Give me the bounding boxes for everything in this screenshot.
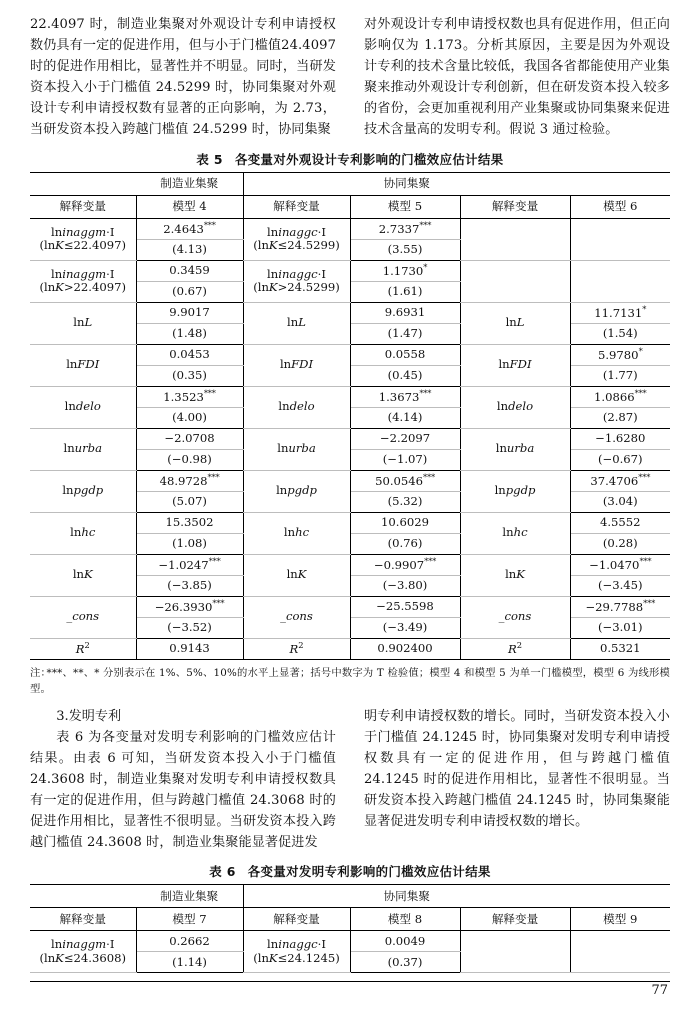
table5 bbox=[30, 172, 670, 660]
table5-r1-var2-line1: lninaggc·I bbox=[267, 224, 326, 239]
table5-th-model5: 模型 5 bbox=[350, 195, 460, 218]
table5-r10-m5-coef: −25.5598 bbox=[350, 596, 460, 617]
table5-r2-m5-t: (1.61) bbox=[350, 281, 460, 302]
table5-r2-m4: 0.9143 bbox=[136, 638, 243, 659]
table5-r2-var1-line2: (lnK>22.4097) bbox=[39, 280, 127, 295]
table5-r9-m6-t: (−3.45) bbox=[570, 575, 670, 596]
table5-r4-m4-coef: 0.0453 bbox=[136, 344, 243, 365]
table5-r4-m6-t: (1.77) bbox=[570, 365, 670, 386]
table5-r2-var2-line2: (lnK>24.5299) bbox=[253, 280, 340, 295]
table5-r8-m5-t: (0.76) bbox=[350, 533, 460, 554]
table6-caption-title: 各变量对发明专利影响的门槛效应估计结果 bbox=[247, 864, 491, 880]
table5-r1-m4-coef: 2.4643*** bbox=[136, 218, 243, 239]
table5-r3-m4-t: (1.48) bbox=[136, 323, 243, 344]
table5-r6-m6-t: (−0.67) bbox=[570, 449, 670, 470]
table5-r3-m4-coef: 9.9017 bbox=[136, 302, 243, 323]
table5-r9-m4-coef: −1.0247*** bbox=[136, 554, 243, 575]
table5-r3-m6-coef: 11.7131* bbox=[570, 302, 670, 323]
table6-group-coagg-a: 协同集聚 bbox=[243, 885, 570, 908]
table5-r8-m6-coef: 4.5552 bbox=[570, 512, 670, 533]
table6-r1-m8-t: (0.37) bbox=[350, 952, 460, 973]
table5-r8-m4-coef: 15.3502 bbox=[136, 512, 243, 533]
table5-r1-m6 bbox=[570, 218, 670, 260]
table5-r7-m6-t: (3.04) bbox=[570, 491, 670, 512]
table5-group-mfg-label: 制造业集聚 bbox=[136, 172, 243, 195]
table5-caption bbox=[30, 150, 670, 168]
table5-r7-var2: lnpgdp bbox=[243, 470, 350, 512]
table5-r9-var1: lnK bbox=[30, 554, 136, 596]
table6-r1-m9 bbox=[570, 931, 670, 973]
table6 bbox=[30, 884, 670, 973]
table-row bbox=[30, 386, 670, 407]
table5-r2-m4-t: (0.67) bbox=[136, 281, 243, 302]
table5-r3-var2: lnL bbox=[243, 302, 350, 344]
table5-r4-var2: lnFDI bbox=[243, 344, 350, 386]
table5-th-model4: 模型 4 bbox=[136, 195, 243, 218]
table5-note-text: ***、**、* 分别表示在 1%、5%、10%的水平上显著；括号中数字为 T 检验值；模型 4 和模型 5 为单一门槛模型，模型 6 为线形模型。 bbox=[30, 666, 670, 695]
table5-caption-title: 各变量对外观设计专利影响的门槛效应估计结果 bbox=[234, 151, 504, 167]
top-paragraph-left: 22.4097 时，制造业集聚对外观设计专利申请授权数仍具有一定的促进作用，但与小于门槛值24.4097 时的促进作用相比，显著性并不明显。同时，当研发资本投入小于门槛值 24.5299 时，协同集聚对外观设计专利申请授权数有显著的正向影响，为 2.73，当研发资本投入跨越门槛值 24.5299 时，协同集聚 bbox=[30, 17, 336, 138]
table5-r3-m6-t: (1.54) bbox=[570, 323, 670, 344]
table5-r2-m6 bbox=[570, 260, 670, 302]
table5-th-var2: 解释变量 bbox=[243, 195, 350, 218]
table5-r6-m6-coef: −1.6280 bbox=[570, 428, 670, 449]
table5-r2-m4-coef: 0.3459 bbox=[136, 260, 243, 281]
table5-r5-var2: lndelo bbox=[243, 386, 350, 428]
table6-r1-var3 bbox=[460, 931, 570, 973]
table6-group-coagg-b bbox=[570, 885, 670, 908]
table6-th-var2: 解释变量 bbox=[243, 908, 350, 931]
table-row bbox=[30, 554, 670, 575]
table5-r2-label3: $R^2$ bbox=[460, 638, 570, 659]
table6-caption-label: 表 6 bbox=[209, 864, 236, 880]
table6-r1-var2-line2: (lnK≤24.1245) bbox=[253, 950, 340, 965]
table5-group-coagg-a: 协同集聚 bbox=[243, 172, 570, 195]
top-paragraph-right: 对外观设计专利申请授权数也具有促进作用，但正向影响仅为 1.173。分析其原因，主要是因为外观设计专利的技术含量比较低，我国各省都能使用产业集聚来推动外观设计专利创新，但在研发资本投入较多的省份，会更加重视利用产业集聚或协同集聚来促进技术含量高的发明专利。假说 3 通过检验。 bbox=[364, 17, 670, 138]
table5-r5-m5-t: (4.14) bbox=[350, 407, 460, 428]
table5-r1-m5-t: (3.55) bbox=[350, 239, 460, 260]
table5-r3-var3: lnL bbox=[460, 302, 570, 344]
table5-r8-var1: lnhc bbox=[30, 512, 136, 554]
table5-r2-m6: 0.5321 bbox=[570, 638, 670, 659]
table5-r2-var3 bbox=[460, 260, 570, 302]
table5-note bbox=[30, 665, 670, 697]
table5-r6-var3: lnurba bbox=[460, 428, 570, 470]
table5-r6-var2: lnurba bbox=[243, 428, 350, 470]
table5-r4-m4-t: (0.35) bbox=[136, 365, 243, 386]
table5-r2-var2-line1: lninaggc·I bbox=[267, 266, 326, 281]
table5-r2-m5-coef: 1.1730* bbox=[350, 260, 460, 281]
table5-note-lead: 注： bbox=[30, 666, 51, 679]
table5-r8-var3: lnhc bbox=[460, 512, 570, 554]
table-row bbox=[30, 428, 670, 449]
table5-th-model6: 模型 6 bbox=[570, 195, 670, 218]
table5-group-header-row bbox=[30, 172, 670, 195]
table5-r2stat-row bbox=[30, 638, 670, 659]
table5-r5-m6-t: (2.87) bbox=[570, 407, 670, 428]
table5-r7-m5-coef: 50.0546*** bbox=[350, 470, 460, 491]
table-row bbox=[30, 344, 670, 365]
table6-r1-var1-line1: lninaggm·I bbox=[51, 937, 115, 952]
table-row bbox=[30, 512, 670, 533]
table5-r1-var3 bbox=[460, 218, 570, 260]
table5-r4-m5-t: (0.45) bbox=[350, 365, 460, 386]
table5-r6-m5-coef: −2.2097 bbox=[350, 428, 460, 449]
table6-r1-m7-coef: 0.2662 bbox=[136, 931, 243, 952]
table5-r10-m6-t: (−3.01) bbox=[570, 617, 670, 638]
table5-r2-label1: $R^2$ bbox=[30, 638, 136, 659]
table5-r10-var1: _cons bbox=[30, 596, 136, 638]
table5-r1-var2 bbox=[243, 218, 350, 260]
table5-r1-m5-coef: 2.7337*** bbox=[350, 218, 460, 239]
table5-r5-m4-coef: 1.3523*** bbox=[136, 386, 243, 407]
table5-r9-m5-coef: −0.9907*** bbox=[350, 554, 460, 575]
top-text-columns bbox=[30, 14, 670, 141]
table5-r2-m5: 0.902400 bbox=[350, 638, 460, 659]
table5-r8-m6-t: (0.28) bbox=[570, 533, 670, 554]
table5-r10-m5-t: (−3.49) bbox=[350, 617, 460, 638]
table5-th-var1: 解释变量 bbox=[30, 195, 136, 218]
top-text-left-column bbox=[30, 14, 336, 141]
table5-r7-m4-coef: 48.9728*** bbox=[136, 470, 243, 491]
table5-r5-m5-coef: 1.3673*** bbox=[350, 386, 460, 407]
table6-r1-var1 bbox=[30, 931, 136, 973]
table5-r6-m4-coef: −2.0708 bbox=[136, 428, 243, 449]
page-footer bbox=[30, 981, 670, 1007]
table-row bbox=[30, 470, 670, 491]
section3-paragraph-right: 明专利申请授权数的增长。同时，当研发资本投入小于门槛值 24.1245 时，协同集聚对发明专利申请授权数具有一定的促进作用，但与跨越门槛值 24.1245 时的促进作用相比，显著性不很明显。当研发资本投入跨越门槛值 24.1245 时，协同集聚能显著促进发明专利申请授权数的增长。 bbox=[364, 708, 670, 830]
table5-caption-label: 表 5 bbox=[196, 151, 223, 167]
table5-r5-var3: lndelo bbox=[460, 386, 570, 428]
table6-group-mfg-label: 制造业集聚 bbox=[136, 885, 243, 908]
table6-caption bbox=[30, 862, 670, 880]
table5-r6-m5-t: (−1.07) bbox=[350, 449, 460, 470]
section3-left-column bbox=[30, 706, 336, 854]
table5-r9-m6-coef: −1.0470*** bbox=[570, 554, 670, 575]
table5-r10-m6-coef: −29.7788*** bbox=[570, 596, 670, 617]
table5-r1-m4-t: (4.13) bbox=[136, 239, 243, 260]
table5-r9-var2: lnK bbox=[243, 554, 350, 596]
table5-r4-m6-coef: 5.9780* bbox=[570, 344, 670, 365]
table5-r9-var3: lnK bbox=[460, 554, 570, 596]
table5-group-mfg bbox=[30, 172, 136, 195]
table5-r10-m4-coef: −26.3930*** bbox=[136, 596, 243, 617]
table6-th-model9: 模型 9 bbox=[570, 908, 670, 931]
table6-th-var3: 解释变量 bbox=[460, 908, 570, 931]
table-row bbox=[30, 931, 670, 952]
table6-r1-m7-t: (1.14) bbox=[136, 952, 243, 973]
table5-r4-var1: lnFDI bbox=[30, 344, 136, 386]
table5-r5-var1: lndelo bbox=[30, 386, 136, 428]
table5-r1-var1-line1: lninaggm·I bbox=[51, 224, 115, 239]
page-number: 77 bbox=[651, 983, 668, 998]
table5-column-header-row bbox=[30, 195, 670, 218]
table5-r8-m4-t: (1.08) bbox=[136, 533, 243, 554]
table5-r3-m5-t: (1.47) bbox=[350, 323, 460, 344]
table5-r3-var1: lnL bbox=[30, 302, 136, 344]
table5-r10-var3: _cons bbox=[460, 596, 570, 638]
table-row bbox=[30, 260, 670, 281]
table5-r5-m4-t: (4.00) bbox=[136, 407, 243, 428]
table-row bbox=[30, 218, 670, 239]
table5-r4-var3: lnFDI bbox=[460, 344, 570, 386]
table5-r2-label2: $R^2$ bbox=[243, 638, 350, 659]
table5-r2-var2 bbox=[243, 260, 350, 302]
section3-paragraph-left: 表 6 为各变量对发明专利影响的门槛效应估计结果。由表 6 可知，当研发资本投入小于门槛值 24.3608 时，制造业集聚对发明专利申请授权数具有一定的促进作用，但与跨越门槛值 24.3068 时的促进作用相比，显著性不很明显。当研发资本投入跨越门槛值 24.3608 时，制造业集聚能显著促进发 bbox=[30, 729, 336, 851]
table6-th-model8: 模型 8 bbox=[350, 908, 460, 931]
table6-r1-var2 bbox=[243, 931, 350, 973]
top-text-right-column bbox=[364, 14, 670, 141]
table5-r3-m5-coef: 9.6931 bbox=[350, 302, 460, 323]
table5-r9-m5-t: (−3.80) bbox=[350, 575, 460, 596]
section3-right-column bbox=[364, 706, 670, 854]
table6-r1-var1-line2: (lnK≤24.3608) bbox=[39, 950, 127, 965]
table5-r7-m4-t: (5.07) bbox=[136, 491, 243, 512]
table6-group-mfg bbox=[30, 885, 136, 908]
table5-r1-var1-line2: (lnK≤22.4097) bbox=[39, 238, 127, 253]
table5-r10-m4-t: (−3.52) bbox=[136, 617, 243, 638]
table6-r1-var2-line1: lninaggc·I bbox=[267, 937, 326, 952]
table5-r7-var3: lnpgdp bbox=[460, 470, 570, 512]
table5-r5-m6-coef: 1.0866*** bbox=[570, 386, 670, 407]
table5-r1-var1 bbox=[30, 218, 136, 260]
table5-r7-m5-t: (5.32) bbox=[350, 491, 460, 512]
table5-group-coagg-b bbox=[570, 172, 670, 195]
table5-r8-var2: lnhc bbox=[243, 512, 350, 554]
table6-column-header-row bbox=[30, 908, 670, 931]
table5-r7-var1: lnpgdp bbox=[30, 470, 136, 512]
section3-columns bbox=[30, 706, 670, 854]
table6-group-header-row bbox=[30, 885, 670, 908]
table5-r10-var2: _cons bbox=[243, 596, 350, 638]
table5-r9-m4-t: (−3.85) bbox=[136, 575, 243, 596]
table5-r2-var1 bbox=[30, 260, 136, 302]
table6-th-model7: 模型 7 bbox=[136, 908, 243, 931]
table5-th-var3: 解释变量 bbox=[460, 195, 570, 218]
table-row bbox=[30, 596, 670, 617]
table5-r8-m5-coef: 10.6029 bbox=[350, 512, 460, 533]
table5-r6-m4-t: (−0.98) bbox=[136, 449, 243, 470]
table5-r2-var1-line1: lninaggm·I bbox=[51, 266, 115, 281]
table6-r1-m8-coef: 0.0049 bbox=[350, 931, 460, 952]
table6-th-var1: 解释变量 bbox=[30, 908, 136, 931]
table5-r6-var1: lnurba bbox=[30, 428, 136, 470]
table5-r7-m6-coef: 37.4706*** bbox=[570, 470, 670, 491]
table5-r4-m5-coef: 0.0558 bbox=[350, 344, 460, 365]
section3-heading: 3.发明专利 bbox=[56, 708, 122, 724]
table5-r1-var2-line2: (lnK≤24.5299) bbox=[253, 238, 340, 253]
table-row bbox=[30, 302, 670, 323]
